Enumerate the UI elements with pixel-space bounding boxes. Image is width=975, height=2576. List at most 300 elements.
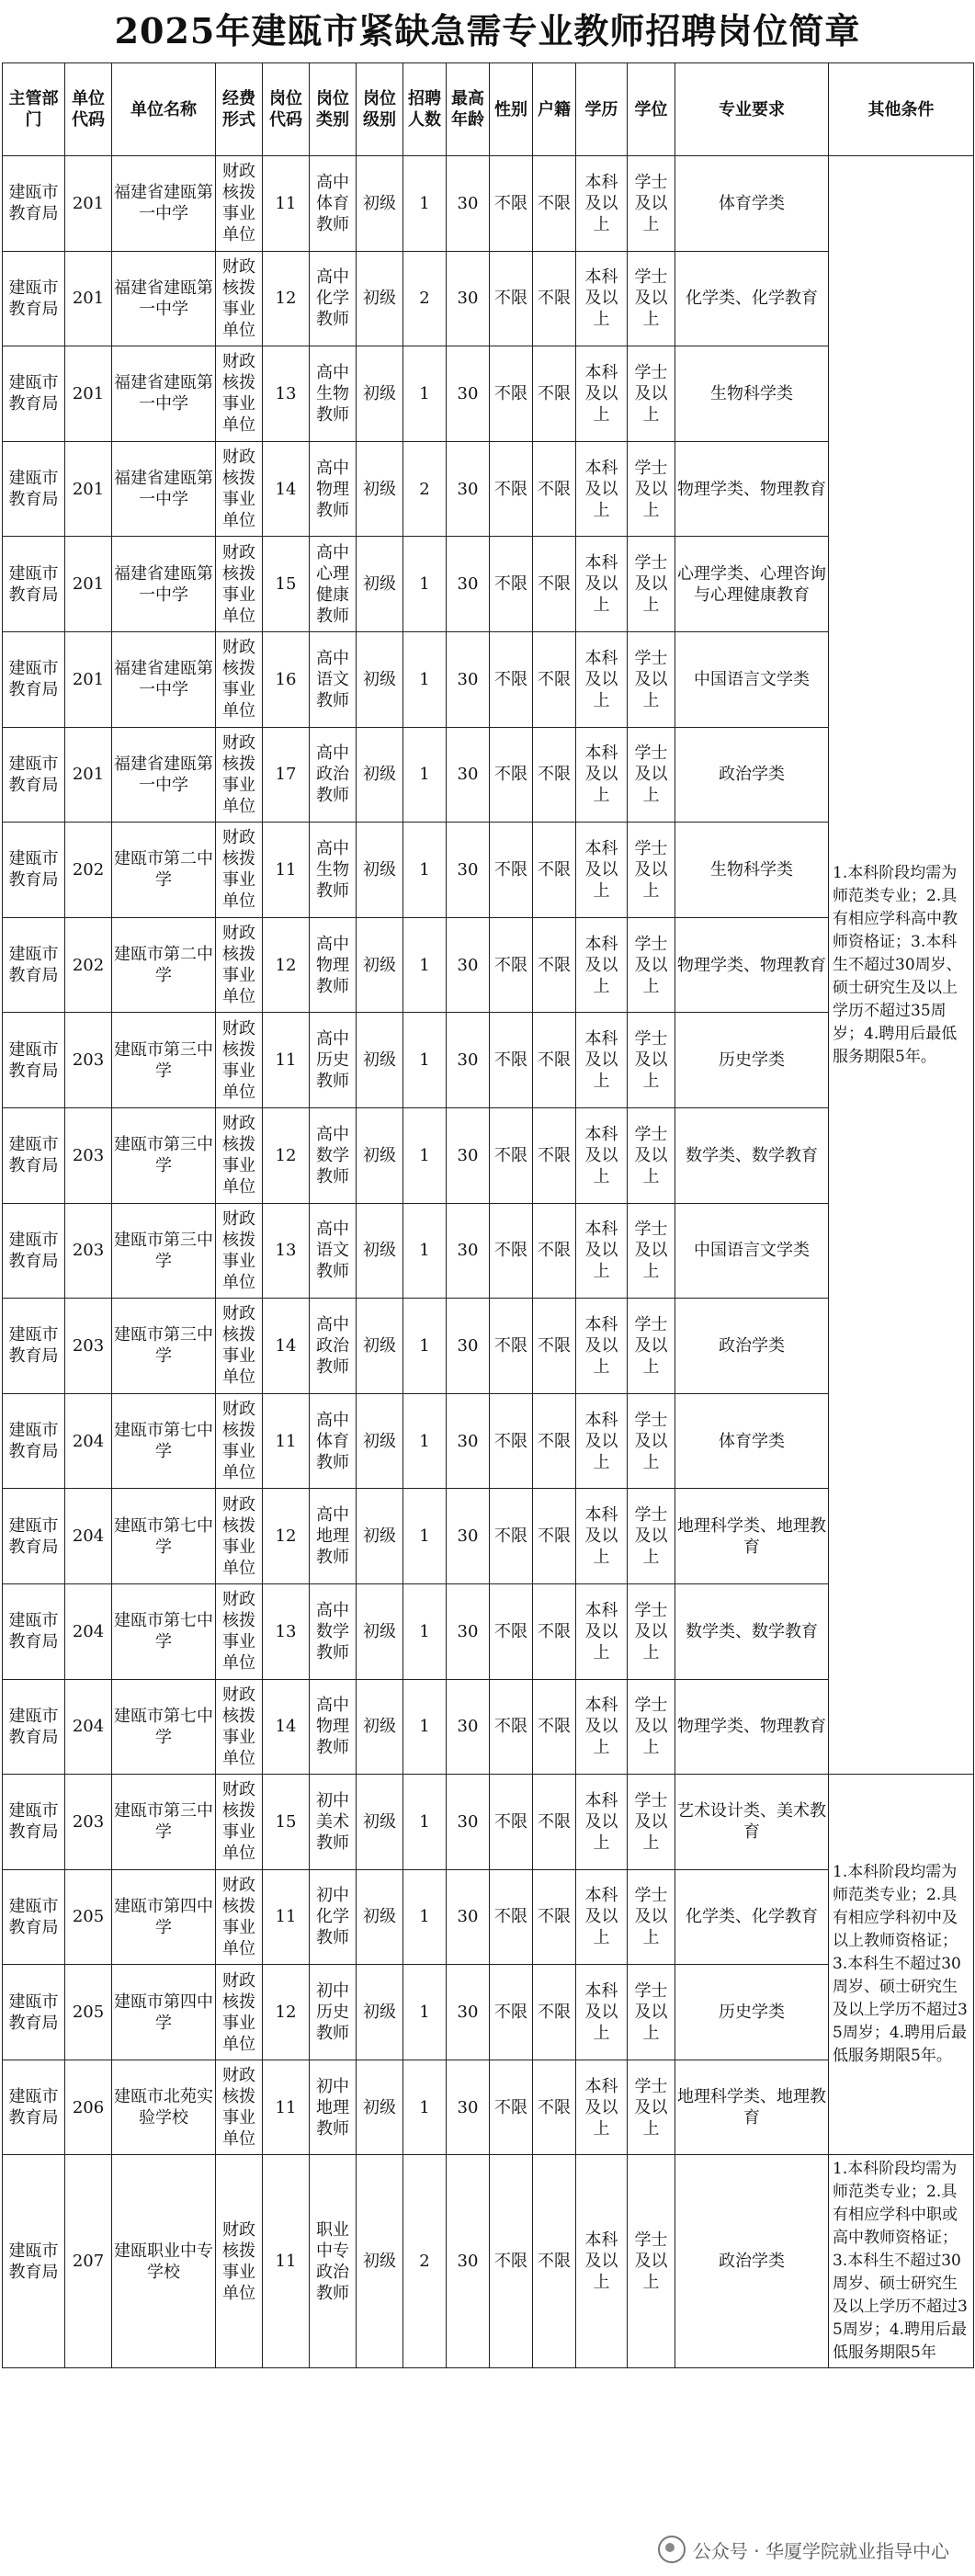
cell-max-age: 30 <box>447 251 490 346</box>
cell-post-code: 13 <box>263 1583 310 1679</box>
cell-major: 中国语言文学类 <box>675 631 829 727</box>
cell-funding: 财政核拨事业单位 <box>216 1583 263 1679</box>
cell-post-type: 高中数学教师 <box>310 1583 357 1679</box>
cell-post-type: 高中地理教师 <box>310 1489 357 1584</box>
cell-funding: 财政核拨事业单位 <box>216 1965 263 2060</box>
table-row <box>3 441 974 537</box>
cell-degree: 学士及以上 <box>628 156 675 252</box>
table-row <box>3 1775 974 1870</box>
cell-unit-name: 福建省建瓯第一中学 <box>112 346 216 442</box>
table-row <box>3 823 974 918</box>
cell-dept: 建瓯市教育局 <box>3 1965 65 2060</box>
cell-post-type: 初中地理教师 <box>310 2060 357 2155</box>
cell-unit-name: 建瓯市北苑实验学校 <box>112 2060 216 2155</box>
cell-max-age: 30 <box>447 156 490 252</box>
cell-post-code: 17 <box>263 727 310 823</box>
cell-hukou: 不限 <box>533 1203 576 1299</box>
cell-post-code: 15 <box>263 1775 310 1870</box>
cell-post-code: 11 <box>263 1869 310 1965</box>
cell-unit-name: 建瓯职业中专学校 <box>112 2155 216 2368</box>
cell-unit-name: 建瓯市第四中学 <box>112 1869 216 1965</box>
cell-unit-code: 201 <box>65 346 112 442</box>
header-degree: 学位 <box>628 63 675 156</box>
table-row <box>3 1489 974 1584</box>
wechat-account-icon <box>658 2536 686 2563</box>
cell-education: 本科及以上 <box>576 156 628 252</box>
cell-count: 1 <box>403 1203 447 1299</box>
cell-funding: 财政核拨事业单位 <box>216 727 263 823</box>
cell-unit-code: 205 <box>65 1869 112 1965</box>
cell-degree: 学士及以上 <box>628 251 675 346</box>
cell-degree: 学士及以上 <box>628 631 675 727</box>
cell-major: 地理科学类、地理教育 <box>675 1489 829 1584</box>
header-other: 其他条件 <box>829 63 974 156</box>
table-row <box>3 631 974 727</box>
cell-post-code: 12 <box>263 1489 310 1584</box>
cell-post-level: 初级 <box>357 2155 403 2368</box>
cell-post-type: 初中化学教师 <box>310 1869 357 1965</box>
cell-unit-name: 建瓯市第二中学 <box>112 823 216 918</box>
cell-funding: 财政核拨事业单位 <box>216 823 263 918</box>
cell-gender: 不限 <box>490 1583 533 1679</box>
cell-education: 本科及以上 <box>576 1203 628 1299</box>
cell-gender: 不限 <box>490 1489 533 1584</box>
cell-max-age: 30 <box>447 1775 490 1870</box>
cell-dept: 建瓯市教育局 <box>3 441 65 537</box>
cell-max-age: 30 <box>447 1107 490 1203</box>
table-row <box>3 917 974 1013</box>
table-row <box>3 1869 974 1965</box>
cell-degree: 学士及以上 <box>628 1679 675 1775</box>
cell-unit-name: 建瓯市第二中学 <box>112 917 216 1013</box>
cell-degree: 学士及以上 <box>628 537 675 632</box>
header-hukou: 户籍 <box>533 63 576 156</box>
cell-unit-code: 204 <box>65 1489 112 1584</box>
cell-post-type: 高中体育教师 <box>310 1393 357 1489</box>
cell-major: 物理学类、物理教育 <box>675 917 829 1013</box>
header-post-type: 岗位类别 <box>310 63 357 156</box>
cell-degree: 学士及以上 <box>628 823 675 918</box>
cell-education: 本科及以上 <box>576 346 628 442</box>
table-body <box>3 156 974 2368</box>
cell-education: 本科及以上 <box>576 441 628 537</box>
cell-unit-name: 福建省建瓯第一中学 <box>112 631 216 727</box>
cell-count: 1 <box>403 537 447 632</box>
cell-count: 1 <box>403 346 447 442</box>
cell-unit-name: 福建省建瓯第一中学 <box>112 156 216 252</box>
cell-unit-code: 206 <box>65 2060 112 2155</box>
cell-degree: 学士及以上 <box>628 1393 675 1489</box>
cell-post-level: 初级 <box>357 1299 403 1394</box>
header-education: 学历 <box>576 63 628 156</box>
cell-degree: 学士及以上 <box>628 1299 675 1394</box>
cell-funding: 财政核拨事业单位 <box>216 346 263 442</box>
cell-education: 本科及以上 <box>576 537 628 632</box>
cell-max-age: 30 <box>447 727 490 823</box>
cell-dept: 建瓯市教育局 <box>3 823 65 918</box>
cell-count: 1 <box>403 1299 447 1394</box>
cell-degree: 学士及以上 <box>628 2060 675 2155</box>
cell-funding: 财政核拨事业单位 <box>216 631 263 727</box>
cell-education: 本科及以上 <box>576 727 628 823</box>
header-gender: 性别 <box>490 63 533 156</box>
cell-count: 2 <box>403 441 447 537</box>
cell-count: 1 <box>403 1393 447 1489</box>
cell-funding: 财政核拨事业单位 <box>216 1393 263 1489</box>
cell-post-level: 初级 <box>357 156 403 252</box>
cell-post-type: 高中物理教师 <box>310 441 357 537</box>
table-row <box>3 1679 974 1775</box>
header-major: 专业要求 <box>675 63 829 156</box>
cell-funding: 财政核拨事业单位 <box>216 1679 263 1775</box>
cell-unit-code: 204 <box>65 1393 112 1489</box>
cell-unit-code: 203 <box>65 1013 112 1108</box>
cell-dept: 建瓯市教育局 <box>3 1869 65 1965</box>
cell-post-type: 高中政治教师 <box>310 727 357 823</box>
cell-major: 政治学类 <box>675 2155 829 2368</box>
cell-post-type: 高中生物教师 <box>310 823 357 918</box>
cell-funding: 财政核拨事业单位 <box>216 1013 263 1108</box>
cell-unit-name: 建瓯市第七中学 <box>112 1393 216 1489</box>
cell-post-code: 11 <box>263 1393 310 1489</box>
cell-dept: 建瓯市教育局 <box>3 1679 65 1775</box>
cell-funding: 财政核拨事业单位 <box>216 156 263 252</box>
cell-unit-name: 建瓯市第三中学 <box>112 1013 216 1108</box>
watermark-text: 公众号 · 华厦学院就业指导中心 <box>692 2539 949 2562</box>
header-unit-code: 单位代码 <box>65 63 112 156</box>
cell-hukou: 不限 <box>533 1775 576 1870</box>
cell-max-age: 30 <box>447 1203 490 1299</box>
cell-post-level: 初级 <box>357 917 403 1013</box>
cell-post-level: 初级 <box>357 1203 403 1299</box>
cell-funding: 财政核拨事业单位 <box>216 251 263 346</box>
cell-dept: 建瓯市教育局 <box>3 917 65 1013</box>
table-row <box>3 727 974 823</box>
cell-post-level: 初级 <box>357 1489 403 1584</box>
cell-max-age: 30 <box>447 1299 490 1394</box>
table-row <box>3 251 974 346</box>
cell-major: 化学类、化学教育 <box>675 251 829 346</box>
cell-major: 数学类、数学教育 <box>675 1583 829 1679</box>
cell-degree: 学士及以上 <box>628 1203 675 1299</box>
cell-gender: 不限 <box>490 823 533 918</box>
cell-major: 物理学类、物理教育 <box>675 441 829 537</box>
cell-education: 本科及以上 <box>576 1489 628 1584</box>
cell-funding: 财政核拨事业单位 <box>216 537 263 632</box>
cell-post-code: 12 <box>263 1107 310 1203</box>
cell-degree: 学士及以上 <box>628 2155 675 2368</box>
cell-major: 历史学类 <box>675 1013 829 1108</box>
cell-gender: 不限 <box>490 156 533 252</box>
table-row <box>3 1299 974 1394</box>
cell-count: 1 <box>403 631 447 727</box>
cell-post-level: 初级 <box>357 631 403 727</box>
table-row <box>3 537 974 632</box>
cell-dept: 建瓯市教育局 <box>3 156 65 252</box>
cell-max-age: 30 <box>447 2060 490 2155</box>
cell-hukou: 不限 <box>533 1583 576 1679</box>
cell-post-level: 初级 <box>357 1013 403 1108</box>
cell-unit-code: 202 <box>65 823 112 918</box>
cell-dept: 建瓯市教育局 <box>3 1775 65 1870</box>
cell-post-level: 初级 <box>357 346 403 442</box>
cell-education: 本科及以上 <box>576 1107 628 1203</box>
cell-count: 1 <box>403 1583 447 1679</box>
cell-hukou: 不限 <box>533 727 576 823</box>
cell-count: 1 <box>403 1107 447 1203</box>
header-max-age: 最高年龄 <box>447 63 490 156</box>
cell-hukou: 不限 <box>533 823 576 918</box>
table-row <box>3 1013 974 1108</box>
cell-max-age: 30 <box>447 1393 490 1489</box>
cell-max-age: 30 <box>447 631 490 727</box>
cell-unit-code: 203 <box>65 1107 112 1203</box>
cell-major: 政治学类 <box>675 727 829 823</box>
cell-unit-code: 202 <box>65 917 112 1013</box>
table-row <box>3 2060 974 2155</box>
cell-funding: 财政核拨事业单位 <box>216 441 263 537</box>
cell-post-type: 高中体育教师 <box>310 156 357 252</box>
cell-unit-code: 201 <box>65 727 112 823</box>
table-row <box>3 156 974 252</box>
cell-unit-code: 201 <box>65 441 112 537</box>
cell-max-age: 30 <box>447 1869 490 1965</box>
cell-hukou: 不限 <box>533 1299 576 1394</box>
cell-unit-code: 204 <box>65 1583 112 1679</box>
cell-unit-code: 207 <box>65 2155 112 2368</box>
cell-post-level: 初级 <box>357 1869 403 1965</box>
cell-dept: 建瓯市教育局 <box>3 1107 65 1203</box>
cell-major: 体育学类 <box>675 156 829 252</box>
cell-degree: 学士及以上 <box>628 1489 675 1584</box>
cell-post-type: 高中生物教师 <box>310 346 357 442</box>
cell-count: 2 <box>403 251 447 346</box>
cell-degree: 学士及以上 <box>628 1107 675 1203</box>
cell-post-level: 初级 <box>357 1965 403 2060</box>
cell-unit-code: 201 <box>65 631 112 727</box>
cell-gender: 不限 <box>490 441 533 537</box>
cell-education: 本科及以上 <box>576 2060 628 2155</box>
cell-max-age: 30 <box>447 537 490 632</box>
cell-dept: 建瓯市教育局 <box>3 727 65 823</box>
cell-hukou: 不限 <box>533 1013 576 1108</box>
cell-education: 本科及以上 <box>576 2155 628 2368</box>
cell-hukou: 不限 <box>533 1965 576 2060</box>
cell-funding: 财政核拨事业单位 <box>216 917 263 1013</box>
cell-gender: 不限 <box>490 1299 533 1394</box>
cell-post-code: 14 <box>263 1299 310 1394</box>
cell-max-age: 30 <box>447 2155 490 2368</box>
cell-hukou: 不限 <box>533 537 576 632</box>
cell-post-type: 高中心理健康教师 <box>310 537 357 632</box>
cell-post-type: 高中语文教师 <box>310 1203 357 1299</box>
cell-hukou: 不限 <box>533 631 576 727</box>
cell-funding: 财政核拨事业单位 <box>216 1299 263 1394</box>
cell-post-level: 初级 <box>357 1393 403 1489</box>
cell-gender: 不限 <box>490 2155 533 2368</box>
cell-other-conditions: 1.本科阶段均需为师范类专业；2.具有相应学科中职或高中教师资格证；3.本科生不超过30周岁、硕士研究生及以上学历不超过35周岁；4.聘用后最低服务期限5年 <box>829 2155 974 2368</box>
cell-major: 化学类、化学教育 <box>675 1869 829 1965</box>
cell-major: 地理科学类、地理教育 <box>675 2060 829 2155</box>
cell-unit-code: 205 <box>65 1965 112 2060</box>
cell-major: 生物科学类 <box>675 823 829 918</box>
cell-funding: 财政核拨事业单位 <box>216 1489 263 1584</box>
cell-dept: 建瓯市教育局 <box>3 1203 65 1299</box>
cell-max-age: 30 <box>447 823 490 918</box>
cell-dept: 建瓯市教育局 <box>3 2155 65 2368</box>
cell-max-age: 30 <box>447 346 490 442</box>
cell-degree: 学士及以上 <box>628 441 675 537</box>
cell-major: 物理学类、物理教育 <box>675 1679 829 1775</box>
cell-count: 1 <box>403 727 447 823</box>
cell-education: 本科及以上 <box>576 1013 628 1108</box>
cell-major: 政治学类 <box>675 1299 829 1394</box>
header-post-code: 岗位代码 <box>263 63 310 156</box>
cell-major: 心理学类、心理咨询与心理健康教育 <box>675 537 829 632</box>
cell-unit-name: 福建省建瓯第一中学 <box>112 727 216 823</box>
cell-funding: 财政核拨事业单位 <box>216 2155 263 2368</box>
cell-hukou: 不限 <box>533 2060 576 2155</box>
cell-post-level: 初级 <box>357 1775 403 1870</box>
cell-hukou: 不限 <box>533 1107 576 1203</box>
cell-max-age: 30 <box>447 1013 490 1108</box>
cell-gender: 不限 <box>490 1393 533 1489</box>
cell-unit-name: 建瓯市第七中学 <box>112 1679 216 1775</box>
cell-max-age: 30 <box>447 1965 490 2060</box>
cell-unit-name: 建瓯市第七中学 <box>112 1583 216 1679</box>
cell-dept: 建瓯市教育局 <box>3 251 65 346</box>
cell-count: 1 <box>403 1489 447 1584</box>
cell-unit-name: 建瓯市第三中学 <box>112 1299 216 1394</box>
cell-degree: 学士及以上 <box>628 1583 675 1679</box>
table-row <box>3 346 974 442</box>
cell-gender: 不限 <box>490 1107 533 1203</box>
cell-post-level: 初级 <box>357 2060 403 2155</box>
cell-post-level: 初级 <box>357 1679 403 1775</box>
cell-count: 2 <box>403 2155 447 2368</box>
cell-degree: 学士及以上 <box>628 1869 675 1965</box>
cell-max-age: 30 <box>447 1679 490 1775</box>
cell-degree: 学士及以上 <box>628 1013 675 1108</box>
cell-education: 本科及以上 <box>576 251 628 346</box>
cell-hukou: 不限 <box>533 1679 576 1775</box>
cell-post-code: 11 <box>263 156 310 252</box>
header-funding: 经费形式 <box>216 63 263 156</box>
cell-hukou: 不限 <box>533 156 576 252</box>
cell-unit-name: 建瓯市第三中学 <box>112 1203 216 1299</box>
table-header-row <box>3 63 974 156</box>
cell-post-type: 高中物理教师 <box>310 1679 357 1775</box>
cell-funding: 财政核拨事业单位 <box>216 2060 263 2155</box>
cell-education: 本科及以上 <box>576 1869 628 1965</box>
header-dept: 主管部门 <box>3 63 65 156</box>
cell-degree: 学士及以上 <box>628 727 675 823</box>
cell-unit-code: 201 <box>65 251 112 346</box>
cell-gender: 不限 <box>490 727 533 823</box>
cell-other-conditions: 1.本科阶段均需为师范类专业；2.具有相应学科初中及以上教师资格证；3.本科生不超过30周岁、硕士研究生及以上学历不超过35周岁；4.聘用后最低服务期限5年。 <box>829 1775 974 2155</box>
table-row <box>3 2155 974 2368</box>
cell-post-code: 11 <box>263 2155 310 2368</box>
cell-post-code: 12 <box>263 1965 310 2060</box>
cell-unit-code: 204 <box>65 1679 112 1775</box>
cell-funding: 财政核拨事业单位 <box>216 1775 263 1870</box>
cell-education: 本科及以上 <box>576 917 628 1013</box>
cell-unit-name: 建瓯市第三中学 <box>112 1775 216 1870</box>
cell-max-age: 30 <box>447 1489 490 1584</box>
cell-hukou: 不限 <box>533 346 576 442</box>
cell-unit-code: 201 <box>65 537 112 632</box>
cell-post-level: 初级 <box>357 1107 403 1203</box>
cell-post-code: 11 <box>263 2060 310 2155</box>
cell-post-code: 13 <box>263 346 310 442</box>
cell-education: 本科及以上 <box>576 1299 628 1394</box>
cell-gender: 不限 <box>490 1965 533 2060</box>
cell-unit-code: 203 <box>65 1775 112 1870</box>
cell-funding: 财政核拨事业单位 <box>216 1869 263 1965</box>
cell-post-level: 初级 <box>357 727 403 823</box>
cell-education: 本科及以上 <box>576 1679 628 1775</box>
cell-hukou: 不限 <box>533 441 576 537</box>
cell-major: 数学类、数学教育 <box>675 1107 829 1203</box>
cell-post-code: 12 <box>263 917 310 1013</box>
cell-post-code: 16 <box>263 631 310 727</box>
cell-max-age: 30 <box>447 441 490 537</box>
cell-dept: 建瓯市教育局 <box>3 2060 65 2155</box>
cell-count: 1 <box>403 1869 447 1965</box>
cell-major: 体育学类 <box>675 1393 829 1489</box>
cell-education: 本科及以上 <box>576 631 628 727</box>
cell-funding: 财政核拨事业单位 <box>216 1107 263 1203</box>
cell-count: 1 <box>403 917 447 1013</box>
cell-post-type: 高中政治教师 <box>310 1299 357 1394</box>
cell-gender: 不限 <box>490 1013 533 1108</box>
cell-unit-name: 建瓯市第七中学 <box>112 1489 216 1584</box>
cell-dept: 建瓯市教育局 <box>3 1013 65 1108</box>
cell-gender: 不限 <box>490 1869 533 1965</box>
table-row <box>3 1393 974 1489</box>
cell-hukou: 不限 <box>533 1393 576 1489</box>
cell-education: 本科及以上 <box>576 1393 628 1489</box>
cell-gender: 不限 <box>490 537 533 632</box>
cell-post-type: 初中美术教师 <box>310 1775 357 1870</box>
cell-dept: 建瓯市教育局 <box>3 537 65 632</box>
cell-post-type: 高中化学教师 <box>310 251 357 346</box>
cell-post-level: 初级 <box>357 441 403 537</box>
cell-post-type: 高中语文教师 <box>310 631 357 727</box>
table-row <box>3 1203 974 1299</box>
cell-post-code: 11 <box>263 823 310 918</box>
cell-gender: 不限 <box>490 917 533 1013</box>
cell-post-type: 高中数学教师 <box>310 1107 357 1203</box>
cell-count: 1 <box>403 1775 447 1870</box>
cell-unit-code: 201 <box>65 156 112 252</box>
cell-degree: 学士及以上 <box>628 1775 675 1870</box>
cell-major: 中国语言文学类 <box>675 1203 829 1299</box>
cell-post-type: 职业中专政治教师 <box>310 2155 357 2368</box>
cell-post-level: 初级 <box>357 823 403 918</box>
cell-count: 1 <box>403 823 447 918</box>
cell-gender: 不限 <box>490 1203 533 1299</box>
header-unit-name: 单位名称 <box>112 63 216 156</box>
cell-post-code: 14 <box>263 441 310 537</box>
page-title: 2025年建瓯市紧缺急需专业教师招聘岗位简章 <box>114 10 861 51</box>
cell-gender: 不限 <box>490 2060 533 2155</box>
cell-unit-name: 建瓯市第三中学 <box>112 1107 216 1203</box>
cell-gender: 不限 <box>490 631 533 727</box>
cell-count: 1 <box>403 1679 447 1775</box>
cell-other-conditions: 1.本科阶段均需为师范类专业；2.具有相应学科高中教师资格证；3.本科生不超过30周岁、硕士研究生及以上学历不超过35周岁；4.聘用后最低服务期限5年。 <box>829 156 974 1775</box>
cell-funding: 财政核拨事业单位 <box>216 1203 263 1299</box>
